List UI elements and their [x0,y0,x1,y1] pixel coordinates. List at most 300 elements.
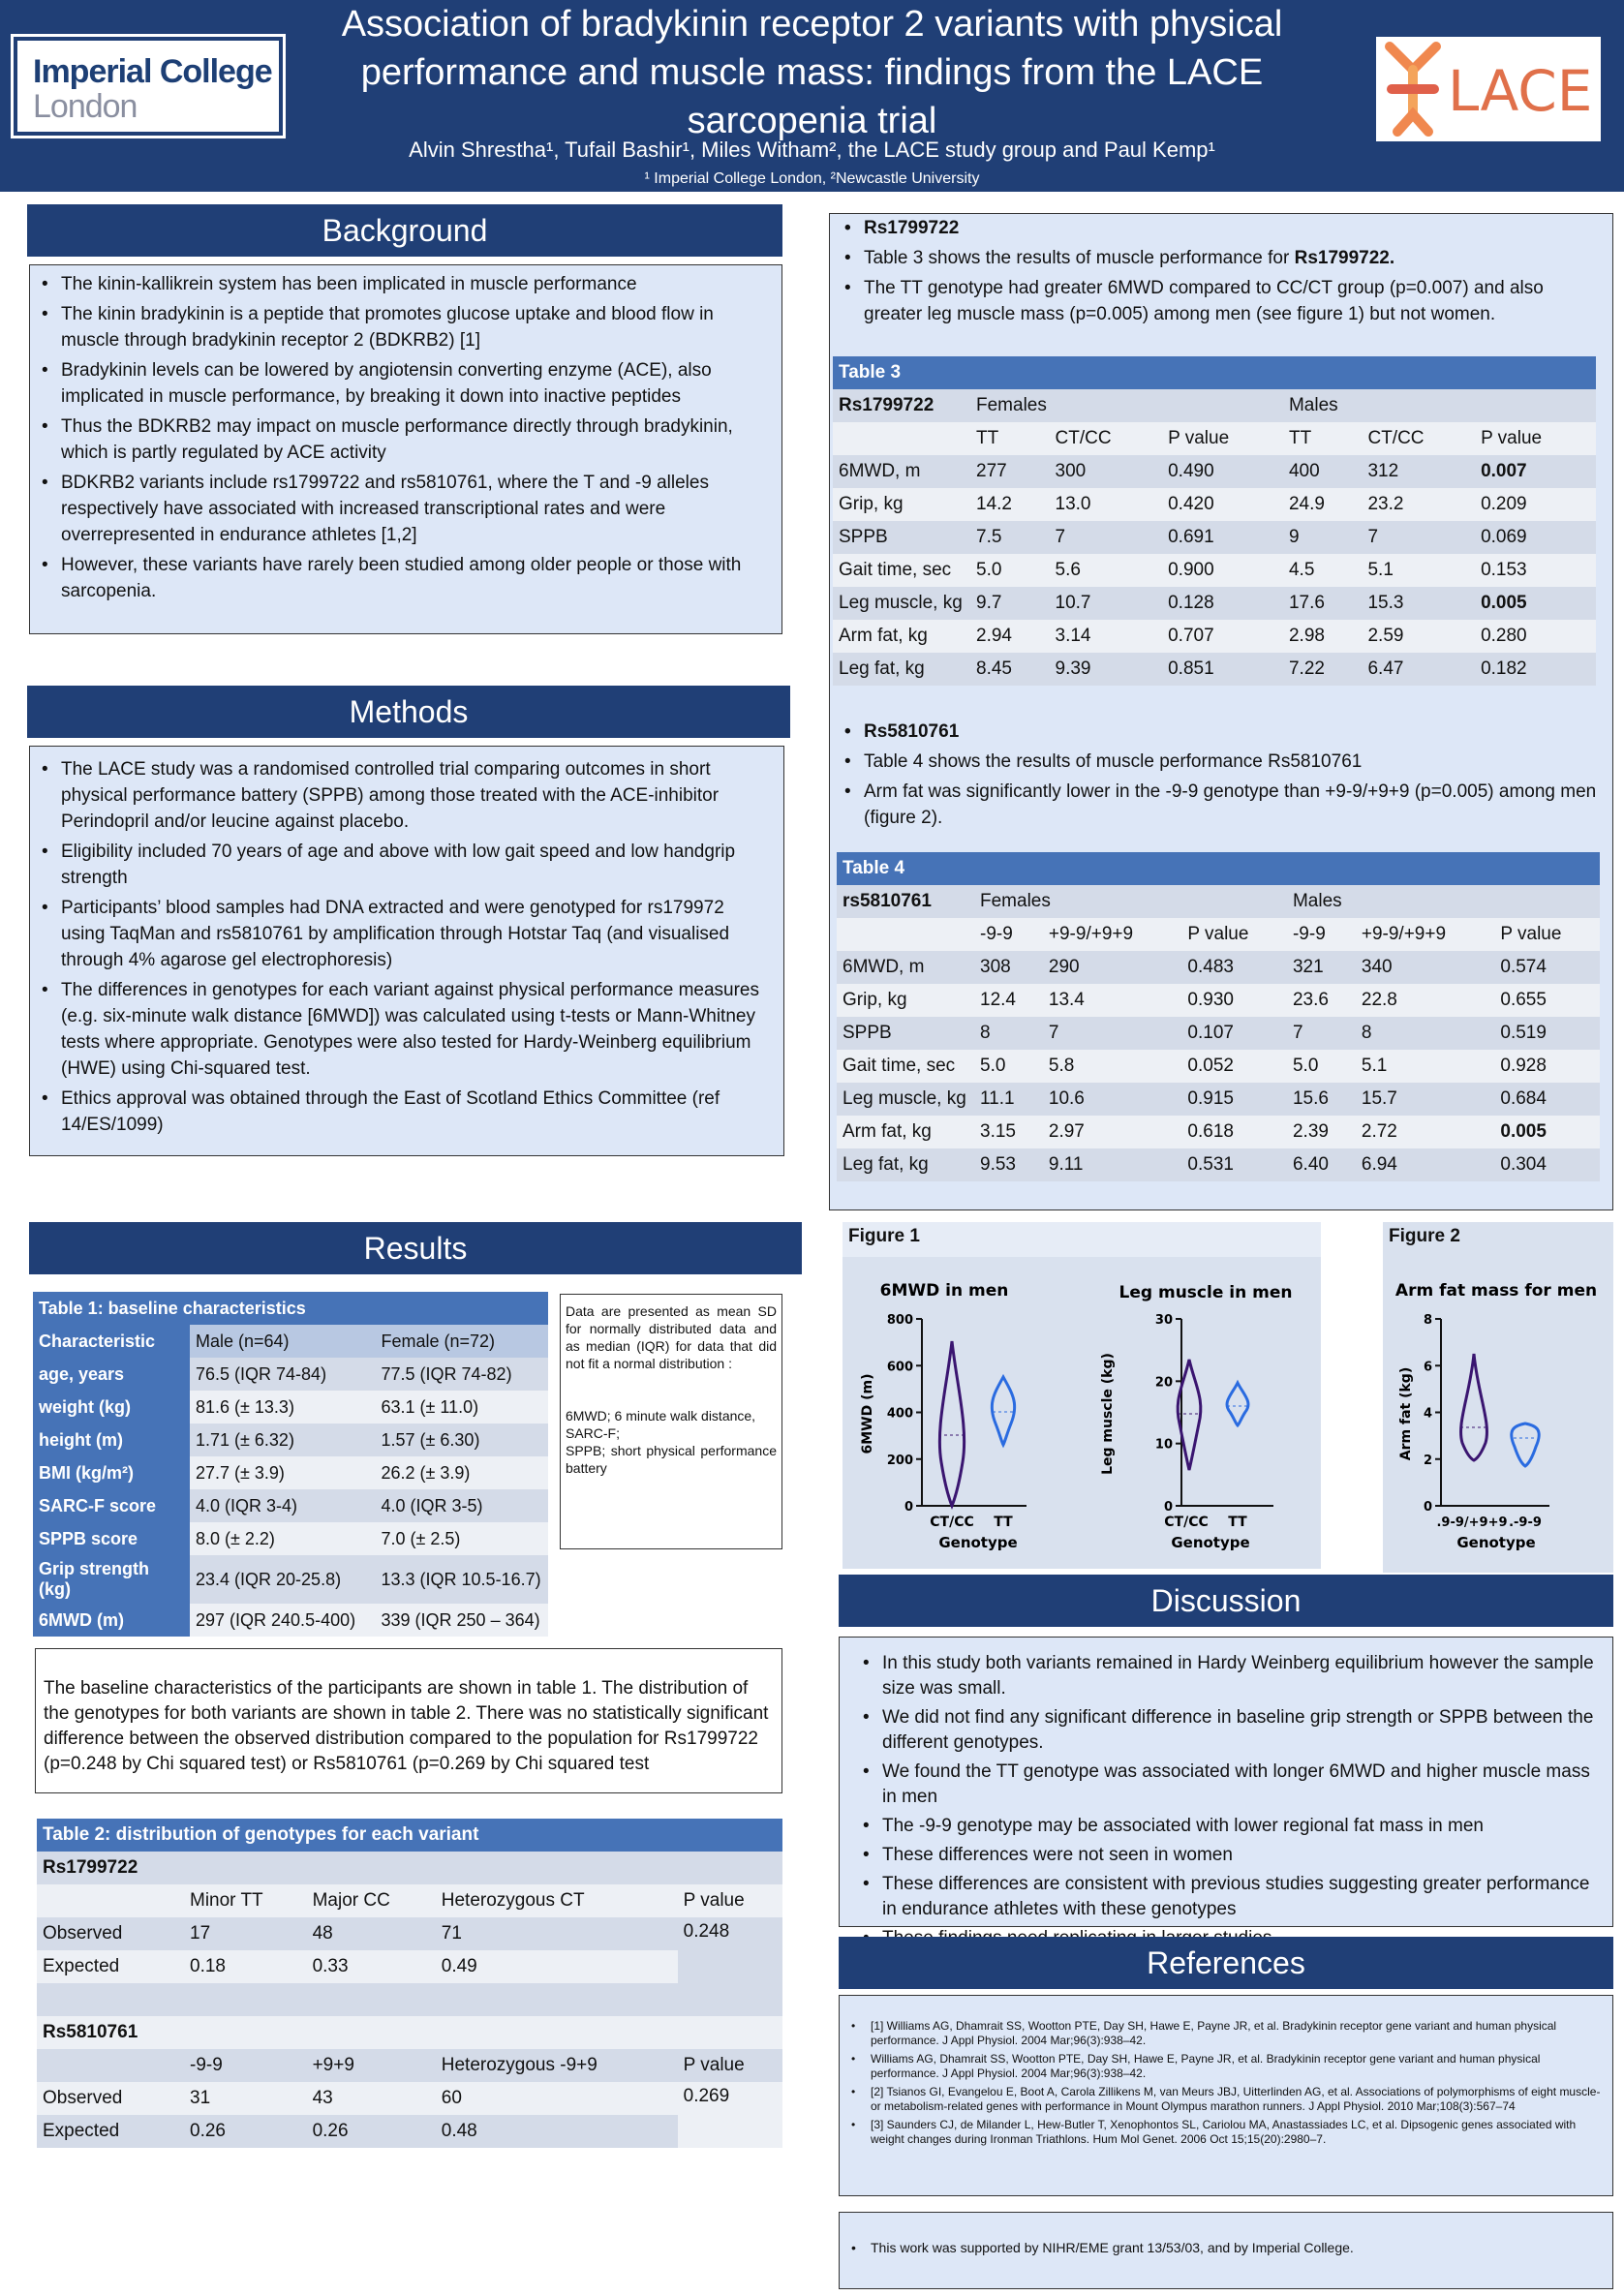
table1-cell: SARC-F score [33,1489,190,1522]
table1-cell: 1.57 (± 6.30) [381,1429,480,1450]
logo-line-2: London [33,88,138,125]
background-heading: Background [27,204,782,257]
table1-cell: height (m) [33,1424,190,1456]
table2-cell: 48 [312,1923,333,1944]
table2-cell: 60 [441,2088,462,2108]
table3-cell: 14.2 [976,494,1012,514]
reference-item: • Williams AG, Dhamrait SS, Wootton PTE, Day SH, Hawe E, Payne JR, et al. Bradykinin receptor gene variant and human physical performance. J Appl Physiol. 2004 Mar;96(3):938–42. [871,2052,1603,2081]
table1-cell: 77.5 (IQR 74-82) [381,1363,512,1384]
plot1-title: 6MWD in men [879,1281,1009,1301]
references-box [839,1995,1613,2196]
table2-header-cell: +9+9 [312,2055,354,2075]
table2-cell: 0.26 [312,2121,349,2141]
table3-cell: 9 [1288,527,1300,547]
methods-box [29,746,784,1156]
table2-cell: Expected [43,1956,120,1976]
discussion-list [849,1651,1607,1951]
affiliation: ¹ Imperial College London, ²Newcastle University [644,170,980,187]
methods-item: • The differences in genotypes for each variant against physical performance measures (e.g. six-minute walk distance [6MWD]) was calculated using t-tests or Mann-Whitney tests where appropriate. Genotypes were also tested for Hardy-Weinberg equilibrium (HWE) using Chi-squared test. [61,977,770,1082]
table4-cell: 15.7 [1361,1088,1397,1109]
plot3-violin-b [1512,1424,1539,1466]
plot2-cat-2: TT [1228,1515,1247,1530]
methods-item: • Ethics approval was obtained through the East of Scotland Ethics Committee (ref 14/ES/1099) [61,1086,770,1138]
table3-sub-cell: TT [976,428,999,448]
reference-item: • [2] Tsianos GI, Evangelou E, Boot A, Carola Zillikens M, van Meurs JBJ, Uitterlinden AG, et al. Associations of polymorphisms of eight muscle- or metabolism-related genes with performance in Mount Olympus marathon runners. J Appl Physiol. 2010 Mar;108(3):567–74 [871,2085,1603,2114]
table2-variant-1: Rs1799722 [43,1857,138,1878]
table1-cell: 13.3 (IQR 10.5-16.7) [381,1569,541,1589]
table4-cell: 15.6 [1292,1088,1329,1109]
table-row [33,1358,548,1391]
table4-cell: 321 [1292,957,1324,977]
rs5810761-text [841,719,1606,835]
logo-line-1: Imperial College [33,53,272,90]
table3-cell: 0.007 [1481,461,1527,481]
table2-header-cell [37,1884,184,1917]
table4-males: Males [1292,891,1342,911]
background-item: • BDKRB2 variants include rs1799722 and rs5810761, where the T and -9 alleles respectively have associated with increased transcriptional rates and were overrepresented in endurance athletes [1,2] [61,470,768,548]
table3-cell: 0.280 [1481,626,1527,646]
plot2-ylabel: Leg muscle (kg) [1100,1353,1116,1475]
table4-cell: 0.107 [1187,1023,1234,1043]
table-row [33,1391,548,1424]
table4-variant: rs5810761 [843,891,932,911]
table3-cell: 6MWD, m [839,461,921,481]
table4-sub-cell: +9-9/+9+9 [1361,924,1447,944]
background-item: • Thus the BDKRB2 may impact on muscle performance directly through bradykinin, which is partly regulated by ACE activity [61,413,768,466]
table-row [33,1555,548,1604]
table2-cell: 0.48 [441,2121,477,2141]
table2-header-cell: -9-9 [190,2055,223,2075]
figure-plots [843,1259,1613,1578]
abbrev-1: 6MWD; 6 minute walk distance, [566,1408,756,1424]
table-row [37,1884,782,1917]
table4-cell: 2.39 [1292,1121,1329,1142]
table4-cell: 13.4 [1048,990,1085,1010]
table4-cell: 7 [1048,1023,1059,1043]
table2-variant-2: Rs5810761 [43,2022,138,2042]
table3-sub-cell: P value [1481,428,1543,448]
table3-cell: 7 [1055,527,1066,547]
funding-box [839,2212,1613,2289]
table-row [833,488,1596,521]
table1-cell: 7.0 (± 2.5) [381,1528,461,1548]
plot3-cat-1: .9-9/+9+9 [1436,1515,1508,1530]
discussion-item: • These differences were not seen in women [882,1843,1607,1868]
table3-males: Males [1288,395,1338,415]
table3-cell: 15.3 [1367,593,1404,613]
title-line-1: Association of bradykinin receptor 2 variants with physical [341,4,1283,45]
lace-logo [1376,37,1601,141]
table3-cell: 7.5 [976,527,1002,547]
table4-cell: 0.930 [1187,990,1234,1010]
table2-spacer [37,1983,184,2016]
table-row [37,1917,782,1950]
table4-cell: 7 [1292,1023,1303,1043]
references-heading: References [839,1937,1613,1989]
table3-cell: Leg muscle, kg [839,593,963,613]
table-row [837,1083,1600,1116]
methods-list [38,756,770,1138]
rs1799722-item [864,245,1606,271]
discussion-item: • We found the TT genotype was associated with longer 6MWD and higher muscle mass in men [882,1760,1607,1810]
table4-cell: 340 [1361,957,1393,977]
figure2-label-bar [1383,1222,1613,1257]
table2-spacer [678,1983,782,2016]
table2-cell: 0.33 [312,1956,349,1976]
lace-logo-icon [1380,37,1448,141]
table3-cell: 7.22 [1288,658,1325,679]
table4-cell: 0.915 [1187,1088,1234,1109]
table4-cell: 6.94 [1361,1154,1397,1175]
table4 [837,852,1600,1181]
table3-cell: 0.900 [1168,560,1214,580]
table1-title-blank [376,1292,549,1325]
table4-sub-cell: -9-9 [1292,924,1326,944]
rs1799722-item: • The TT genotype had greater 6MWD compared to CC/CT group (p=0.007) and also greater leg muscle mass (p=0.005) among men (see figure 1) but not women. [864,275,1606,327]
table3-cell: 0.420 [1168,494,1214,514]
table1-title: Table 1: baseline characteristics [33,1292,376,1325]
table4-sub-cell: P value [1187,924,1249,944]
table4-cell: 0.928 [1500,1056,1547,1076]
table3-cell: 2.59 [1367,626,1404,646]
plot3-xlabel: Genotype [1456,1534,1536,1551]
plot2-xlabel: Genotype [1171,1534,1250,1551]
table4-cell: 0.531 [1187,1154,1234,1175]
table1-cell: age, years [33,1358,190,1391]
table-row [37,2115,782,2148]
rs1799722-item-bold: Rs1799722. [1294,248,1395,268]
table1-cell: 26.2 (± 3.9) [381,1462,471,1483]
methods-item: • Participants’ blood samples had DNA extracted and were genotyped for rs179972 using TaqMan and rs5810761 by amplification through Hotstar Taq (and visualised through 4% agarose gel electrophoresis) [61,895,770,973]
y-tick-label: 0 [1423,1500,1432,1515]
table1-cell: 23.4 (IQR 20-25.8) [196,1569,342,1589]
table4-sub-blank [837,918,974,951]
table3-sub-cell: P value [1168,428,1230,448]
table4-cell: 2.72 [1361,1121,1397,1142]
discussion-item: • We did not find any significant difference in baseline grip strength or SPPB between the different genotypes. [882,1705,1607,1756]
y-tick-label: 6 [1423,1360,1432,1375]
table4-cell: 3.15 [980,1121,1016,1142]
table4-cell: 0.519 [1500,1023,1547,1043]
table3-cell: 9.39 [1055,658,1091,679]
table-row [837,984,1600,1017]
table4-cell: 0.483 [1187,957,1234,977]
table2-cell: Expected [43,2121,120,2141]
plot1-cat-1: CT/CC [930,1515,974,1530]
authors: Alvin Shrestha¹, Tufail Bashir¹, Miles Witham², the LACE study group and Paul Kemp¹ [409,138,1215,162]
table3-cell: 0.851 [1168,658,1214,679]
table3-cell: 0.490 [1168,461,1214,481]
table2-cell: Observed [43,1923,123,1944]
table1-cell: 76.5 (IQR 74-84) [196,1363,327,1384]
abbrev-3: SPPB; short physical performance battery [566,1443,777,1476]
table2-header-cell: P value [683,2055,745,2075]
table-row [837,1116,1600,1148]
table1-header-cell: Female (n=72) [381,1331,496,1351]
plot3-cat-2: .-9-9 [1509,1515,1542,1530]
table1-cell: 81.6 (± 13.3) [196,1396,294,1417]
rs1799722-text [841,215,1606,331]
plot1-xlabel: Genotype [938,1534,1018,1551]
table1-cell: 4.0 (IQR 3-5) [381,1495,483,1515]
table3-cell: 277 [976,461,1007,481]
table2-spacer [307,1983,436,2016]
plot1-cat-2: TT [994,1515,1013,1530]
y-tick-label: 0 [1163,1500,1173,1515]
y-tick-label: 2 [1423,1453,1432,1468]
table4-cell: 22.8 [1361,990,1397,1010]
table1-note [560,1294,782,1549]
background-item: • Bradykinin levels can be lowered by angiotensin converting enzyme (ACE), also implicated in muscle performance, by breaking it down into inactive peptides [61,357,768,410]
plot1-ylabel: 6MWD (m) [860,1373,875,1454]
note-text: Data are presented as mean SD for normally distributed data and as median (IQR) for data that did not fit a normal distribution : [566,1303,777,1371]
table-row [833,455,1596,488]
lace-logo-text: LACE [1448,58,1593,124]
table4-cell: 12.4 [980,990,1016,1010]
rs1799722-item-text: Table 3 shows the results of muscle performance for [864,248,1295,268]
table2-cell: 17 [190,1923,211,1944]
y-tick-label: 400 [886,1406,913,1422]
table4-cell: Leg fat, kg [843,1154,929,1175]
discussion-item: • These differences are consistent with previous studies suggesting greater performance in endurance athletes with these genotypes [882,1872,1607,1922]
table4-cell: Leg muscle, kg [843,1088,966,1109]
table2-header-cell: Minor TT [190,1890,263,1911]
funding-text: • This work was supported by NIHR/EME grant 13/53/03, and by Imperial College. [871,2240,1603,2255]
table-row [837,1050,1600,1083]
table-row [33,1522,548,1555]
table4-cell: 5.8 [1048,1056,1075,1076]
plot1-violin-tt [992,1377,1014,1445]
plot2-cat-1: CT/CC [1164,1515,1209,1530]
table3-cell: 0.182 [1481,658,1527,679]
table3-cell: 4.5 [1288,560,1315,580]
plot2-title: Leg muscle in men [1118,1283,1293,1302]
table3-cell: SPPB [839,527,888,547]
table1-grid [33,1292,548,1637]
table1-cell: 63.1 (± 11.0) [381,1396,479,1417]
table3-sub-blank [833,422,970,455]
table3-sub-cell: TT [1288,428,1312,448]
table4-cell: 5.1 [1361,1056,1388,1076]
rs5810761-item: • Rs5810761 [864,719,1606,745]
table4-cell: 0.684 [1500,1088,1547,1109]
table2-header-cell: Heterozygous CT [441,1890,585,1911]
table2-header-cell: Major CC [312,1890,390,1911]
title-line-3: sarcopenia trial [687,101,937,141]
table1-cell: 1.71 (± 6.32) [196,1429,294,1450]
table4-cell: 11.1 [980,1088,1015,1109]
discussion-box [839,1637,1613,1927]
table4-cell: Arm fat, kg [843,1121,932,1142]
table4-cell: Grip, kg [843,990,907,1010]
table-row [33,1604,548,1637]
table4-sub-cell: -9-9 [980,924,1013,944]
table3-sub-cell: CT/CC [1367,428,1425,448]
table-row [37,2049,782,2082]
table3 [833,356,1596,686]
table3-cell: 6.47 [1367,658,1404,679]
table-row [37,1950,782,1983]
table-row [837,951,1600,984]
plot2-violin-tt [1227,1383,1248,1425]
table3-cell: 3.14 [1055,626,1091,646]
table2-cell: 0.269 [683,2086,730,2106]
plot3-violin-a [1461,1354,1487,1460]
table1-cell: weight (kg) [33,1391,190,1424]
table1-header-cell: Characteristic [33,1325,190,1358]
reference-item: • [1] Williams AG, Dhamrait SS, Wootton PTE, Day SH, Hawe E, Payne JR, et al. Bradykinin receptor gene variant and human physical performance. J Appl Physiol. 2004 Mar;96(3):938–42. [871,2019,1603,2048]
table3-cell: 0.707 [1168,626,1214,646]
background-item: • The kinin bradykinin is a peptide that promotes glucose uptake and blood flow in muscle through bradykinin receptor 2 (BDKRB2) [1] [61,301,768,353]
table3-cell: 24.9 [1288,494,1325,514]
table3-cell: 300 [1055,461,1087,481]
y-tick-label: 8 [1423,1313,1432,1328]
table4-cell: 0.005 [1500,1121,1547,1142]
table1-cell: SPPB score [33,1522,190,1555]
title-line-2: performance and muscle mass: findings from the LACE [360,52,1264,93]
table4-cell: 0.052 [1187,1056,1234,1076]
reference-item: • [3] Saunders CJ, de Milander L, Hew-Butler T, Xenophontos SL, Cariolou MA, Anastassiades LC, et al. Dipsogenic genes associated with weight changes during Ironman Triathlons. Hum Mol Genet. 2006 Oct 15;15(20):2980–7. [871,2118,1603,2147]
table4-grid [837,852,1600,1181]
y-tick-label: 800 [886,1313,913,1328]
table2-title: Table 2: distribution of genotypes for each variant [37,1819,782,1852]
references-list [849,2019,1603,2147]
table2-header-cell [37,2049,184,2082]
results-heading: Results [29,1222,802,1274]
table-row [833,587,1596,620]
funding-list [849,2240,1603,2255]
table3-cell: 0.209 [1481,494,1527,514]
table1-cell: 297 (IQR 240.5-400) [196,1609,356,1630]
table4-sub-cell: +9-9/+9+9 [1048,924,1134,944]
table3-cell: 23.2 [1367,494,1404,514]
table4-cell: 0.618 [1187,1121,1234,1142]
table1 [33,1292,548,1637]
table3-cell: 5.6 [1055,560,1081,580]
rs1799722-list [841,215,1606,327]
y-tick-label: 600 [886,1360,913,1375]
table3-females: Females [976,395,1047,415]
background-box [29,264,782,634]
table4-cell: 23.6 [1292,990,1329,1010]
table2-cell: Observed [43,2088,123,2108]
table4-cell: 5.0 [980,1056,1006,1076]
table4-cell: 0.304 [1500,1154,1547,1175]
table3-cell: 5.0 [976,560,1002,580]
table4-cell: 6MWD, m [843,957,925,977]
discussion-item: • In this study both variants remained in Hardy Weinberg equilibrium however the sample size was small. [882,1651,1607,1701]
table2-cell: 0.26 [190,2121,226,2141]
table3-cell: 400 [1288,461,1320,481]
table4-cell: Gait time, sec [843,1056,956,1076]
table3-cell: 0.128 [1168,593,1214,613]
figure2-label: Figure 2 [1389,1226,1460,1246]
table2-cell: 31 [190,2088,211,2108]
table4-females: Females [980,891,1051,911]
table3-cell: 9.7 [976,593,1002,613]
table2-header-cell: P value [683,1890,745,1911]
table3-variant: Rs1799722 [839,395,935,415]
table3-cell: 17.6 [1288,593,1325,613]
table2-spacer [184,1983,307,2016]
figure1-label-bar [843,1222,1321,1257]
table3-cell: 2.98 [1288,626,1325,646]
plot3-title: Arm fat mass for men [1394,1281,1598,1301]
table1-cell: 6MWD (m) [33,1604,190,1637]
table4-cell: 5.0 [1292,1056,1319,1076]
table4-cell: 308 [980,957,1011,977]
table3-cell: 2.94 [976,626,1012,646]
methods-item: • The LACE study was a randomised controlled trial comparing outcomes in short physical performance battery (SPPB) among those treated with the ACE-inhibitor Perindopril and/or leucine against placebo. [61,756,770,835]
y-tick-label: 4 [1423,1406,1432,1422]
methods-heading: Methods [27,686,790,738]
rs5810761-item: • Table 4 shows the results of muscle performance Rs5810761 [864,749,1606,775]
figure1-label: Figure 1 [848,1226,920,1246]
table2-cell: 0.18 [190,1956,226,1976]
table2-cell: 0.49 [441,1956,477,1976]
table4-cell: 2.97 [1048,1121,1085,1142]
table1-cell: 8.0 (± 2.2) [196,1528,275,1548]
table-row [33,1489,548,1522]
poster-title [291,0,1333,145]
table4-sub-cell: P value [1500,924,1562,944]
methods-item: • Eligibility included 70 years of age and above with low gait speed and low handgrip strength [61,839,770,891]
table3-title: Table 3 [833,356,1596,389]
table-row [833,554,1596,587]
table4-cell: 9.11 [1048,1154,1084,1175]
table4-cell: 6.40 [1292,1154,1329,1175]
table-row [833,653,1596,686]
table-row [837,1148,1600,1181]
table3-cell: 0.153 [1481,560,1527,580]
table3-grid [833,356,1596,686]
table-row [833,521,1596,554]
background-item: • However, these variants have rarely been studied among older people or those with sarcopenia. [61,552,768,604]
table4-cell: 290 [1048,957,1080,977]
table4-cell: 8 [980,1023,991,1043]
background-item: • The kinin-kallikrein system has been implicated in muscle performance [61,271,768,297]
background-list [38,271,768,604]
table-row [33,1424,548,1456]
table2-header-cell: Heterozygous -9+9 [441,2055,598,2075]
table3-cell: 13.0 [1055,494,1091,514]
plot3-ylabel: Arm fat (kg) [1398,1366,1414,1461]
table1-header-cell: Male (n=64) [196,1331,290,1351]
y-tick-label: 200 [886,1453,913,1468]
y-tick-label: 0 [904,1500,913,1515]
table3-cell: 0.005 [1481,593,1527,613]
table4-cell: 0.574 [1500,957,1547,977]
table4-cell: SPPB [843,1023,892,1043]
discussion-heading: Discussion [839,1575,1613,1627]
table-row [37,2082,782,2115]
table1-cell: 339 (IQR 250 – 364) [381,1609,540,1630]
table1-cell: BMI (kg/m²) [33,1456,190,1489]
rs1799722-item: • Rs1799722 [864,215,1606,241]
table3-cell: 0.691 [1168,527,1214,547]
rs5810761-item: • Arm fat was significantly lower in the -9-9 genotype than +9-9/+9+9 (p=0.005) among men (figure 2). [864,779,1606,831]
abbrev-2: SARC-F; [566,1425,620,1441]
imperial-college-logo [14,37,283,136]
table3-cell: Gait time, sec [839,560,952,580]
discussion-item: • The -9-9 genotype may be associated with lower regional fat mass in men [882,1814,1607,1839]
table1-cell: 4.0 (IQR 3-4) [196,1495,298,1515]
table2-cell: 0.248 [683,1921,730,1942]
table4-cell: 9.53 [980,1154,1016,1175]
table3-cell: 312 [1367,461,1399,481]
table2-spacer [436,1983,678,2016]
plot1-violin-ctcc [939,1341,964,1506]
